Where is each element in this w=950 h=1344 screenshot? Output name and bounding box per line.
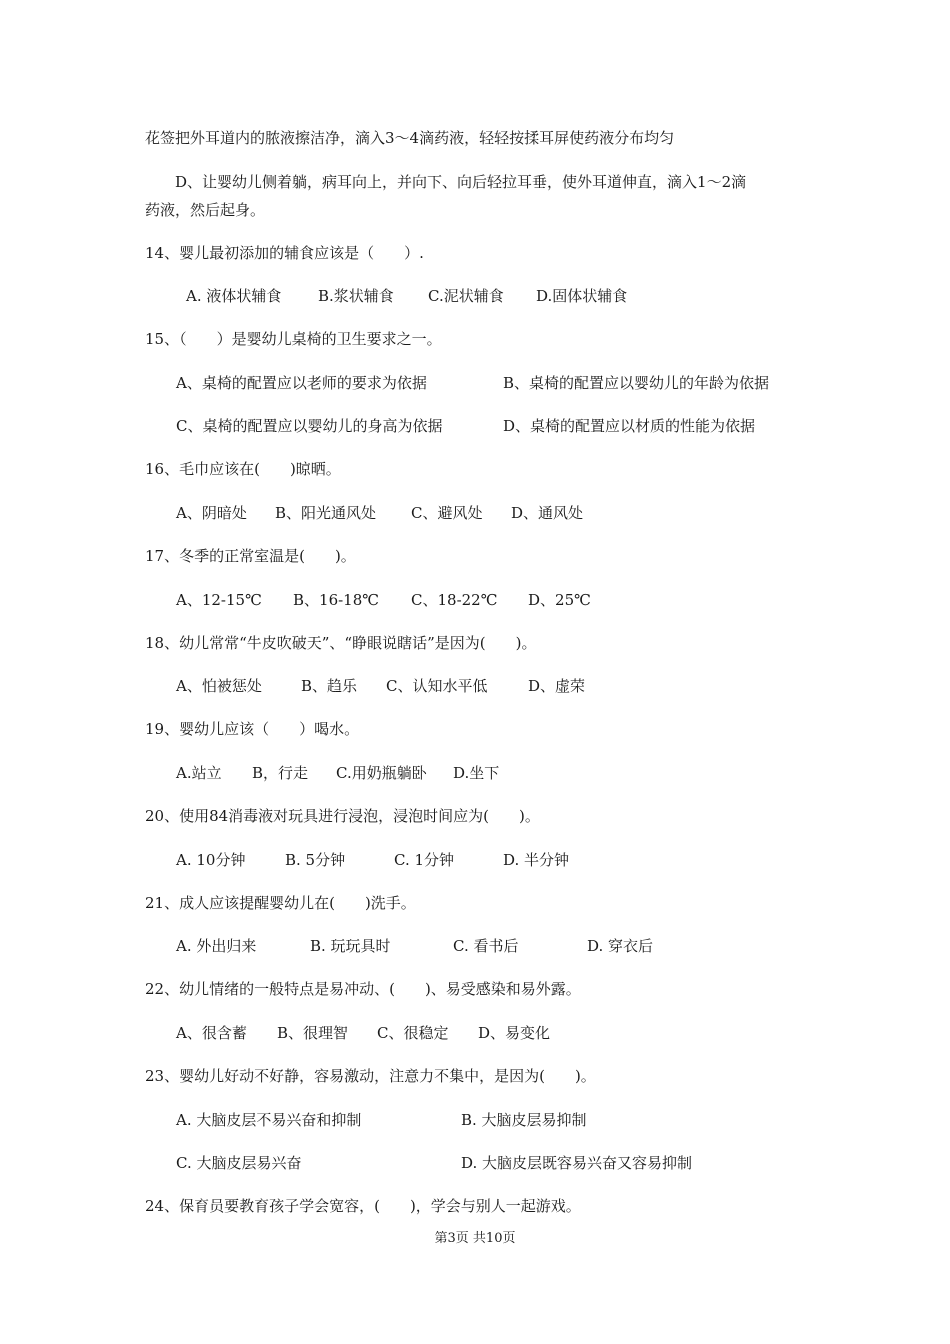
- continued-option-text: 花签把外耳道内的脓液擦洁净，滴入3～4滴药液，轻轻按揉耳屏使药液分布均匀: [145, 129, 675, 147]
- q17-option-c: C、18-22℃: [411, 591, 498, 609]
- option-d-line1: D、让婴幼儿侧着躺，病耳向上，并向下、向后轻拉耳垂，使外耳道伸直，滴入1～2滴: [175, 173, 747, 191]
- question-23: 23、婴幼儿好动不好静，容易激动，注意力不集中，是因为( )。: [145, 1067, 596, 1085]
- q23-option-a: A. 大脑皮层不易兴奋和抑制: [176, 1111, 362, 1129]
- q19-option-a: A.站立: [176, 764, 222, 782]
- q20-option-a: A. 10分钟: [176, 851, 246, 869]
- q17-option-a: A、12-15℃: [176, 591, 262, 609]
- q19-option-b: B，行走: [252, 764, 309, 782]
- q18-option-c: C、认知水平低: [386, 677, 488, 695]
- q15-option-c: C、桌椅的配置应以婴幼儿的身高为依据: [176, 417, 443, 435]
- q22-option-b: B、很理智: [277, 1024, 349, 1042]
- q20-option-b: B. 5分钟: [285, 851, 346, 869]
- q14-option-d: D.固体状辅食: [536, 287, 628, 305]
- q16-option-b: B、阳光通风处: [275, 504, 377, 522]
- q20-option-d: D. 半分钟: [503, 851, 570, 869]
- q14-option-b: B.浆状辅食: [318, 287, 394, 305]
- q16-option-a: A、阴暗处: [176, 504, 247, 522]
- question-20: 20、使用84消毒液对玩具进行浸泡，浸泡时间应为( )。: [145, 807, 540, 825]
- question-22: 22、幼儿情绪的一般特点是易冲动、( )、易受感染和易外露。: [145, 980, 581, 998]
- question-24: 24、保育员要教育孩子学会宽容，( )，学会与别人一起游戏。: [145, 1197, 581, 1215]
- q18-option-b: B、趋乐: [301, 677, 358, 695]
- q15-option-b: B、桌椅的配置应以婴幼儿的年龄为依据: [503, 374, 770, 392]
- q16-option-d: D、通风处: [511, 504, 584, 522]
- question-21: 21、成人应该提醒婴幼儿在( )洗手。: [145, 894, 416, 912]
- q16-option-c: C、避风处: [411, 504, 483, 522]
- q17-option-d: D、25℃: [528, 591, 591, 609]
- q20-option-c: C. 1分钟: [394, 851, 455, 869]
- q22-option-a: A、很含蓄: [176, 1024, 247, 1042]
- q21-option-b: B. 玩玩具时: [310, 937, 391, 955]
- question-14: 14、婴儿最初添加的辅食应该是（ ）.: [145, 244, 424, 262]
- question-15: 15、（ ）是婴幼儿桌椅的卫生要求之一。: [145, 330, 442, 348]
- q15-option-a: A、桌椅的配置应以老师的要求为依据: [176, 374, 427, 392]
- question-18: 18、幼儿常常“牛皮吹破天”、“睁眼说瞎话”是因为( )。: [145, 634, 537, 652]
- q18-option-a: A、怕被惩处: [176, 677, 262, 695]
- q22-option-d: D、易变化: [478, 1024, 551, 1042]
- q23-option-c: C. 大脑皮层易兴奋: [176, 1154, 302, 1172]
- question-19: 19、婴幼儿应该（ ）喝水。: [145, 720, 360, 738]
- question-16: 16、毛巾应该在( )晾晒。: [145, 460, 341, 478]
- option-d-line2: 药液，然后起身。: [145, 201, 266, 219]
- q14-option-c: C.泥状辅食: [428, 287, 504, 305]
- q18-option-d: D、虚荣: [528, 677, 586, 695]
- q23-option-b: B. 大脑皮层易抑制: [461, 1111, 587, 1129]
- q22-option-c: C、很稳定: [377, 1024, 449, 1042]
- q21-option-a: A. 外出归来: [176, 937, 257, 955]
- q19-option-d: D.坐下: [453, 764, 500, 782]
- q19-option-c: C.用奶瓶躺卧: [336, 764, 427, 782]
- q17-option-b: B、16-18℃: [293, 591, 380, 609]
- q14-option-a: A. 液体状辅食: [186, 287, 282, 305]
- q21-option-d: D. 穿衣后: [587, 937, 654, 955]
- q21-option-c: C. 看书后: [453, 937, 519, 955]
- q23-option-d: D. 大脑皮层既容易兴奋又容易抑制: [461, 1154, 693, 1172]
- q15-option-d: D、桌椅的配置应以材质的性能为依据: [503, 417, 756, 435]
- question-17: 17、冬季的正常室温是( )。: [145, 547, 356, 565]
- page-footer: 第3页 共10页: [434, 1231, 516, 1246]
